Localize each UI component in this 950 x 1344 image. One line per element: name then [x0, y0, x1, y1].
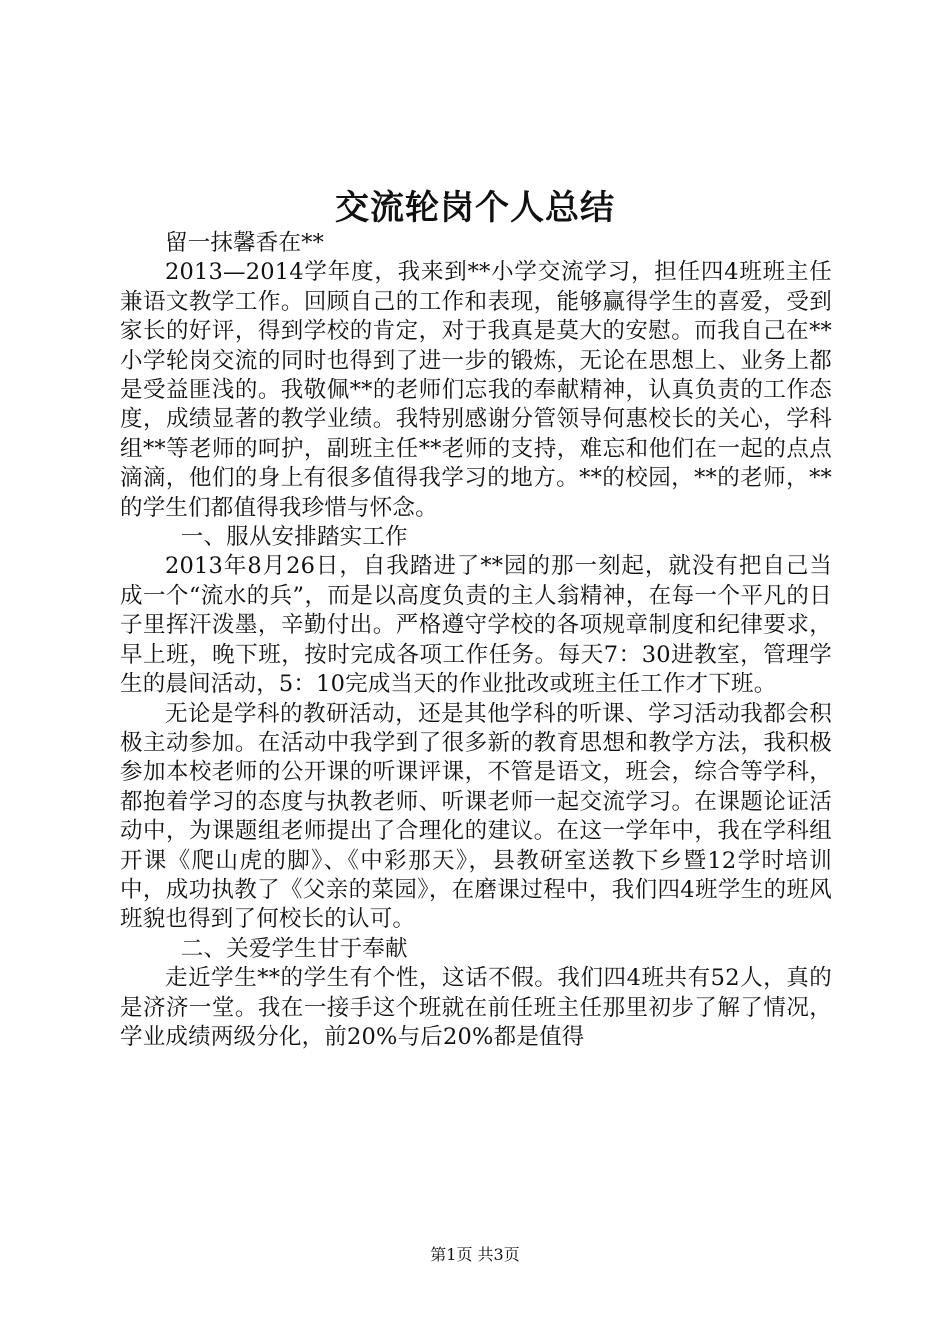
section-heading-2: 二、关爱学生甘于奉献 [180, 935, 408, 962]
intro-paragraph: 2013—2014学年度，我来到**小学交流学习，担任四4班班主任兼语文教学工作。回顾自己的工作和表现，能够赢得学生的喜爱，受到家长的好评，得到学校的肯定，对于我真是莫大的安慰。而我自己在**小学轮岗交流的同时也得到了进一步的锻炼，无论在思想上、业务上都是受益匪浅的。我敬佩**的老师们忘我的奉献精神，认真负责的工作态度，成绩显著的教学业绩。我特别感谢分管领导何惠校长的关心，学科组**等老师的呵护，副班主任**老师的支持，难忘和他们在一起的点点滴滴，他们的身上有很多值得我学习的地方。**的校园，**的老师，**的学生们都值得我珍惜与怀念。 [120, 259, 832, 521]
section-2-paragraph-1: 走近学生**的学生有个性，这话不假。我们四4班共有52人，真的是济济一堂。我在一接手这个班就在前任班主任那里初步了解了情况，学业成绩两级分化，前20%与后20%都是值得 [120, 965, 832, 1050]
document-body [120, 229, 832, 1052]
subtitle-paragraph: 留一抹馨香在** [165, 230, 325, 256]
page-number-footer: 第1页 共3页 [430, 1245, 520, 1264]
document-title: 交流轮岗个人总结 [335, 188, 615, 228]
section-1-paragraph-2: 无论是学科的教研活动，还是其他学科的听课、学习活动我都会积极主动参加。在活动中我学到了很多新的教育思想和教学方法，我积极参加本校老师的公开课的听课评课，不管是语文，班会，综合等学科，都抱着学习的态度与执教老师、听课老师一起交流学习。在课题论证活动中，为课题组老师提出了合理化的建议。在这一学年中，我在学科组开课《爬山虎的脚》、《中彩那天》，县教研室送教下乡暨12学时培训中，成功执教了《父亲的菜园》，在磨课过程中，我们四4班学生的班风班貌也得到了何校长的认可。 [120, 700, 832, 933]
section-1-paragraph-1: 2013年8月26日，自我踏进了**园的那一刻起，就没有把自己当成一个“流水的兵”，而是以高度负责的主人翁精神，在每一个平凡的日子里挥汗泼墨，辛勤付出。严格遵守学校的各项规章制度和纪律要求，早上班，晚下班，按时完成各项工作任务。每天7：30进教室，管理学生的晨间活动，5：10完成当天的作业批改或班主任工作才下班。 [120, 553, 832, 698]
section-heading-1: 一、服从安排踏实工作 [180, 524, 408, 551]
